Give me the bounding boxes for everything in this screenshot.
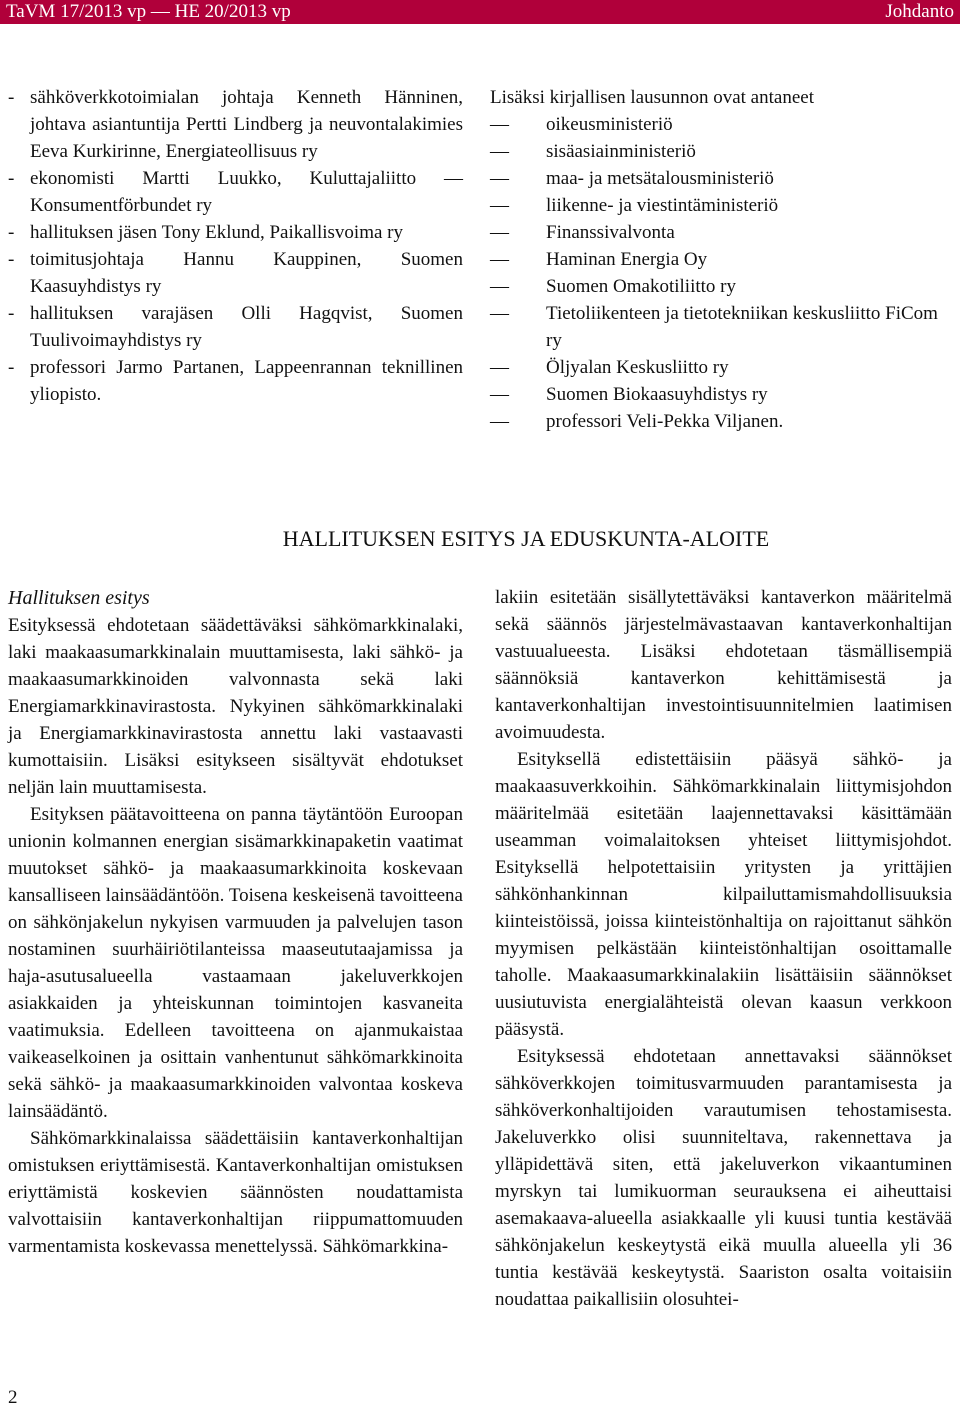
paragraph: Esityksessä ehdotetaan säädettäväksi sähkömarkkinalaki, laki maakaasumarkkinalain muuttamisesta, laki sähkö- ja maakaasumarkkinoiden valvonnasta sekä laki Energiamarkkinavirastosta. Nykyinen sähkömarkkinalaki ja Energiamarkkinavirastosta annettu laki vastaavasti kumottaisiin. Lisäksi esitykseen sisältyvät ehdotukset neljän lain muuttamisesta.: [8, 615, 463, 798]
list-item: — Tietoliikenteen ja tietotekniikan keskusliitto FiCom ry: [490, 303, 938, 351]
list-item: - hallituksen varajäsen Olli Hagqvist, Suomen Tuulivoimayhdistys ry: [8, 303, 463, 351]
list-item: — Haminan Energia Oy: [490, 249, 708, 270]
paragraph: Esityksellä edistettäisiin pääsyä sähkö- ja maakaasuverkkoihin. Sähkömarkkinalain liittymisjohdon määritelmää esitetään laajennettavaksi käsittämään useamman voimalaitoksen yhteiset liittymisjohdot. Esityksellä helpotettaisiin yritysten ja yrittäjien sähkönhankinnan kilpailuttamismahdollisuuksia kiinteistöissä, joissa kiinteistönhaltija on rajoittanut sähkön myymisen pelkästään kiinteistönhaltijan osoittamalle taholle. Maakaasumarkkinalakiin lisättäisiin säännökset uusiutuvista energialähteistä olevan kaasun verkkoon pääsystä.: [495, 749, 952, 1040]
paragraph: Sähkömarkkinalaissa säädettäisiin kantaverkonhaltijan omistuksen eriyttämisestä. Kantaverkonhaltijan omistuksen eriyttämistä koskevien säännösten noudattamista valvottaisiin kantaverkonhaltijan riippumattomuuden varmentamista koskevassa menettelyssä. Sähkömarkkina-: [8, 1128, 463, 1257]
header-section-name: Johdanto: [885, 1, 954, 22]
list-item: - sähköverkkotoimialan johtaja Kenneth Hänninen, johtava asiantuntija Pertti Lindberg ja neuvontalakimies Eeva Kurkirinne, Energiateollisuus ry: [8, 87, 463, 162]
list-item: — maa- ja metsätalousministeriö: [490, 168, 774, 189]
section-title: HALLITUKSEN ESITYS JA EDUSKUNTA-ALOITE: [282, 526, 770, 551]
paragraph: Esityksen päätavoitteena on panna täytäntöön Euroopan unionin kolmannen energian sisämarkkinapaketin vaatimat muutokset sähkö- ja maakaasumarkkinoita koskevaan kansalliseen lainsäädäntöön. Toisena keskeisenä tavoitteena on sähkönjakelun nykyisen varmuuden ja palvelujen tason nostaminen suurhäiriötilanteissa maaseututaajamissa ja haja-asutusalueella vastaamaan jakeluverkkojen asiakkaiden ja yhteiskunnan toimintojen kasvaneita vaatimuksia. Edelleen tavoitteena on ajanmukaistaa vaikeaselkoinen ja osittain vanhentunut sähkömarkkinoita sekä sähkö- ja maakaasumarkkinoiden valvontaa koskeva lainsäädäntö.: [8, 804, 463, 1122]
list-item: — sisäasiainministeriö: [490, 141, 696, 162]
list-item: — Öljyalan Keskusliitto ry: [490, 357, 729, 378]
experts-list: [8, 84, 463, 408]
subheading: Hallituksen esitys: [8, 587, 150, 609]
paragraph: lakiin esitetään sisällytettäväksi kantaverkon määritelmä sekä säännös järjestelmävastaavan kantaverkonhaltijan vastuualueesta. Lisäksi ehdotetaan täsmällisempiä säännöksiä kantaverkon kehittämisestä ja kantaverkonhaltijan investointisuunnitelmien laatimisen avoimuudesta.: [495, 587, 952, 743]
page-header: [0, 0, 960, 24]
list-item: — Finanssivalvonta: [490, 222, 675, 243]
body-right-column: [495, 584, 952, 1313]
list-item: - ekonomisti Martti Luukko, Kuluttajaliitto — Konsumentförbundet ry: [8, 168, 463, 216]
list-item: — Suomen Omakotiliitto ry: [490, 276, 736, 297]
list-item: — liikenne- ja viestintäministeriö: [490, 195, 779, 216]
header-document-ref: TaVM 17/2013 vp — HE 20/2013 vp: [6, 1, 291, 22]
list-item: — oikeusministeriö: [490, 114, 673, 135]
written-statements-intro: Lisäksi kirjallisen lausunnon ovat antaneet: [490, 87, 814, 108]
body-left-column: [8, 584, 463, 1260]
list-item: — Suomen Biokaasuyhdistys ry: [490, 384, 768, 405]
paragraph: Esityksessä ehdotetaan annettavaksi säännökset sähköverkkojen toimitusvarmuuden parantamisesta ja sähköverkonhaltijoiden varautumisen tehostamisesta. Jakeluverkko olisi suunniteltava, rakennettava ja ylläpidettävä siten, että jakeluverkon vikaantuminen myrskyn tai lumikuorman seurauksena ei aiheuttaisi asemakaava-alueella asiakkaalle yli kuusi tuntia kestävää sähkönjakelun keskeytystä eikä muulla alueella yli 36 tuntia kestävää keskeytystä. Saariston osalta voitaisiin noudattaa paikallisiin olosuhtei-: [495, 1046, 952, 1310]
written-statements-list: [490, 84, 952, 435]
page-number: 2: [8, 1387, 18, 1408]
list-item: - professori Jarmo Partanen, Lappeenrannan teknillinen yliopisto.: [8, 357, 463, 405]
list-item: - toimitusjohtaja Hannu Kauppinen, Suomen Kaasuyhdistys ry: [8, 249, 463, 297]
list-item: — professori Veli-Pekka Viljanen.: [490, 411, 784, 432]
list-item: - hallituksen jäsen Tony Eklund, Paikallisvoima ry: [8, 222, 403, 243]
